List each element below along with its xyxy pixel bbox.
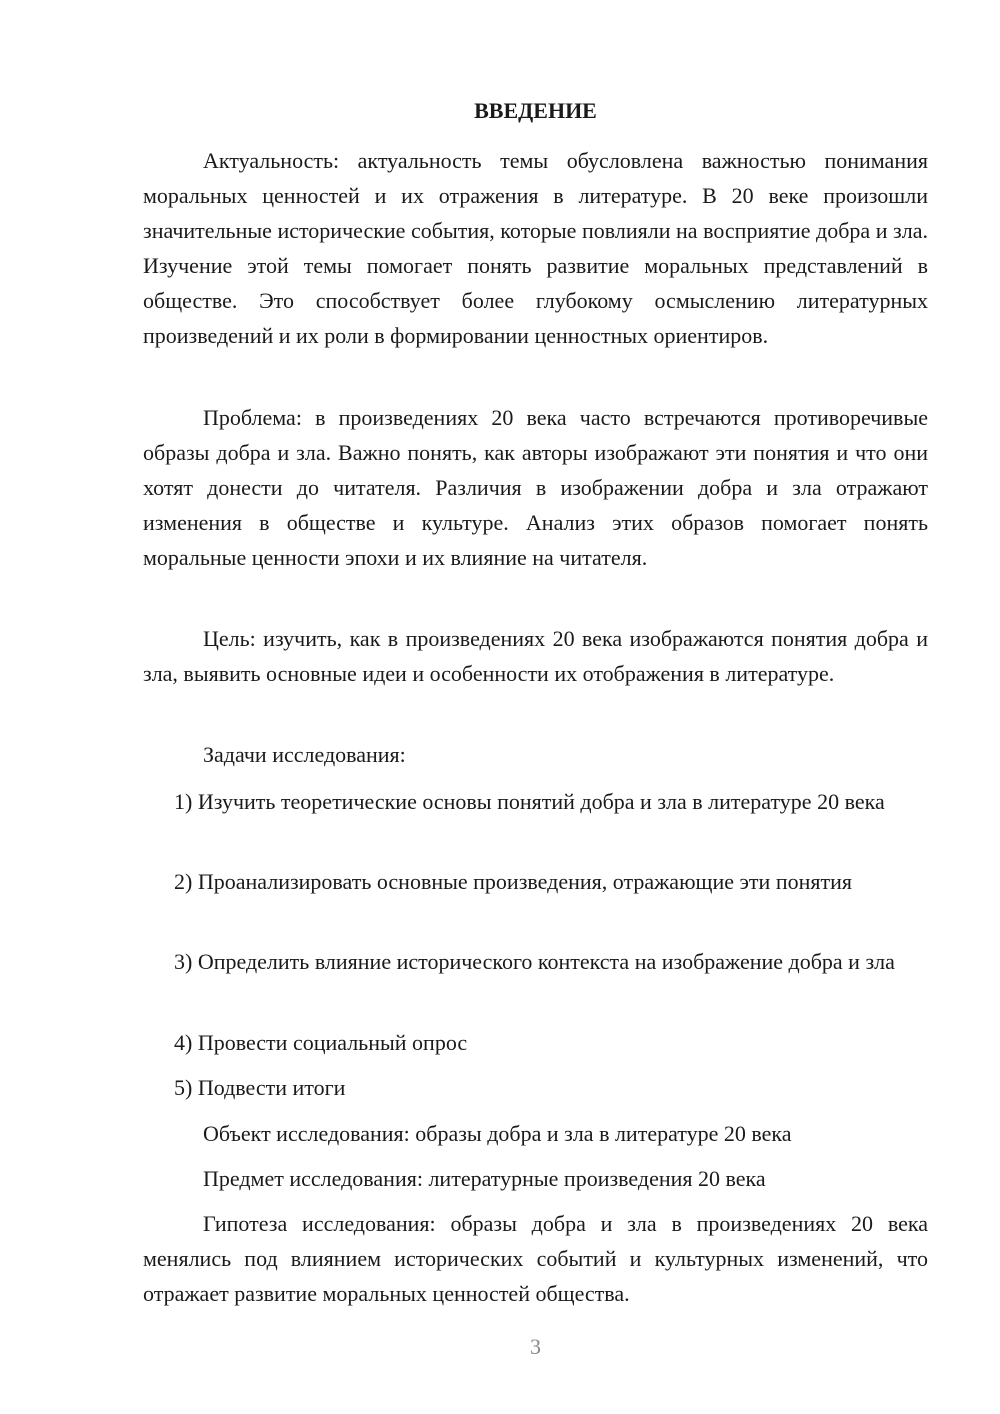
task-item-4: 4) Провести социальный опрос [174, 1030, 468, 1055]
task-item-5: 5) Подвести итоги [174, 1075, 346, 1100]
relevance-paragraph: Актуальность: актуальность темы обусловлена важностью понимания моральных ценностей и их отражения в литературе. В 20 веке произошли значительные исторические события, которые повлияли на восприятие добра и зла. Изучение этой темы помогает понять развитие моральных представлений в обществе. Это способствует более глубокому осмыслению литературных произведений и их роли в формировании ценностных ориентиров. [143, 148, 928, 348]
task-item-2: 2) Проанализировать основные произведения, отражающие эти понятия [174, 869, 852, 894]
page-title: ВВЕДЕНИЕ [474, 98, 597, 123]
task-item-3: 3) Определить влияние исторического контекста на изображение добра и зла [174, 949, 895, 974]
problem-paragraph: Проблема: в произведениях 20 века часто встречаются противоречивые образы добра и зла. Важно понять, как авторы изображают эти понятия и что они хотят донести до читателя. Различия в изображении добра и зла отражают изменения в обществе и культуре. Анализ этих образов помогает понять моральные ценности эпохи и их влияние на читателя. [143, 405, 928, 570]
research-object: Объект исследования: образы добра и зла в литературе 20 века [203, 1121, 792, 1146]
page-number: 3 [530, 1334, 541, 1359]
goal-paragraph: Цель: изучить, как в произведениях 20 века изображаются понятия добра и зла, выявить основные идеи и особенности их отображения в литературе. [143, 626, 928, 686]
tasks-heading: Задачи исследования: [203, 742, 406, 767]
hypothesis-paragraph: Гипотеза исследования: образы добра и зла в произведениях 20 века менялись под влиянием исторических событий и культурных изменений, что отражает развитие моральных ценностей общества. [143, 1211, 928, 1306]
research-subject: Предмет исследования: литературные произведения 20 века [203, 1166, 766, 1191]
task-item-1: 1) Изучить теоретические основы понятий добра и зла в литературе 20 века [174, 789, 885, 814]
